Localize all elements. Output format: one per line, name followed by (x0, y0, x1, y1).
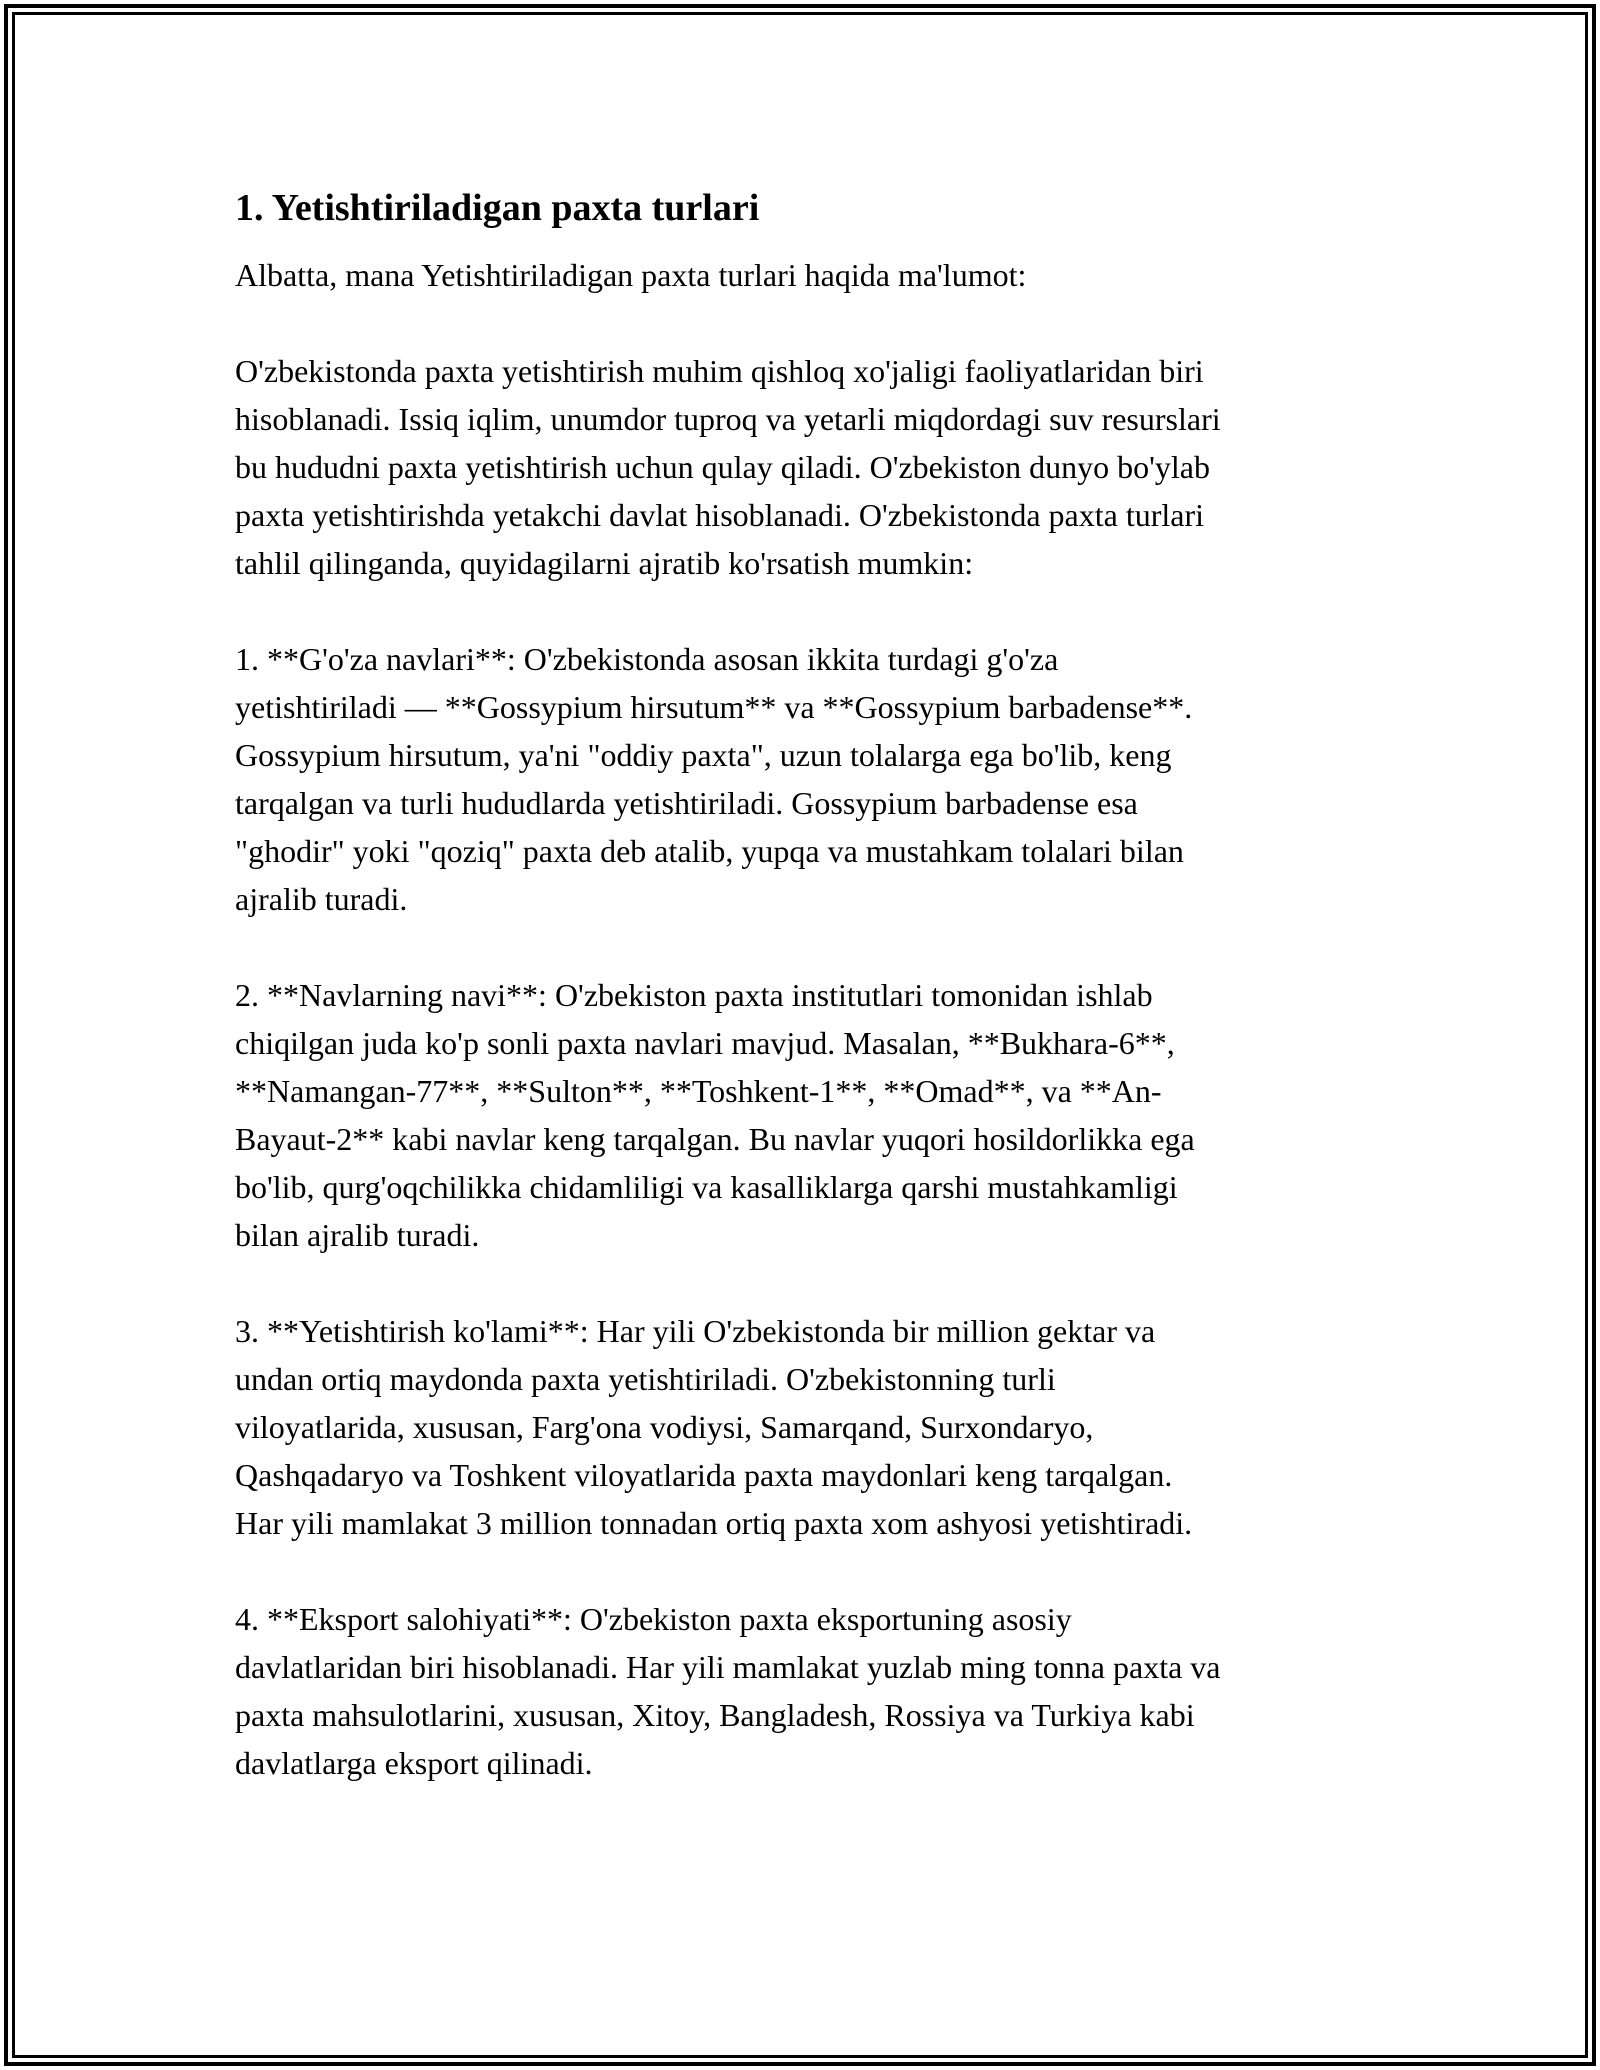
list-item-eksport-salohiyati: 4. **Eksport salohiyati**: O'zbekiston paxta eksportuning asosiy davlatlaridan biri hisoblanadi. Har yili mamlakat yuzlab ming tonna paxta va paxta mahsulotlarini, xususan, Xitoy, Bangladesh, Rossiya va Turkiya kabi davlatlarga eksport qilinadi. (235, 1601, 1221, 1781)
overview-paragraph: O'zbekistonda paxta yetishtirish muhim qishloq xo'jaligi faoliyatlaridan biri hisoblanadi. Issiq iqlim, unumdor tuproq va yetarli miqdordagi suv resurslari bu hududni paxta yetishtirish uchun qulay qiladi. O'zbekiston dunyo bo'ylab paxta yetishtirishda yetakchi davlat hisoblanadi. O'zbekistonda paxta turlari tahlil qilinganda, quyidagilarni ajratib ko'rsatish mumkin: (235, 353, 1221, 581)
section-title: 1. Yetishtiriladigan paxta turlari (235, 187, 760, 229)
list-item-goza-navlari: 1. **G'o'za navlari**: O'zbekistonda asosan ikkita turdagi g'o'za yetishtiriladi — **Gossypium hirsutum** va **Gossypium barbadense**. Gossypium hirsutum, ya'ni "oddiy paxta", uzun tolalarga ega bo'lib, keng tarqalgan va turli hududlarda yetishtiriladi. Gossypium barbadense esa "ghodir" yoki "qoziq" paxta deb atalib, yupqa va mustahkam tolalari bilan ajralib turadi. (235, 641, 1193, 917)
intro-paragraph: Albatta, mana Yetishtiriladigan paxta turlari haqida ma'lumot: (235, 257, 1027, 293)
document-body (235, 185, 1375, 1787)
list-item-yetishtirish-kolami: 3. **Yetishtirish ko'lami**: Har yili O'zbekistonda bir million gektar va undan ortiq maydonda paxta yetishtiriladi. O'zbekistonning turli viloyatlarida, xususan, Farg'ona vodiysi, Samarqand, Surxondaryo, Qashqadaryo va Toshkent viloyatlarida paxta maydonlari keng tarqalgan. Har yili mamlakat 3 million tonnadan ortiq paxta xom ashyosi yetishtiradi. (235, 1313, 1193, 1541)
list-item-navlarning-navi: 2. **Navlarning navi**: O'zbekiston paxta institutlari tomonidan ishlab chiqilgan juda ko'p sonli paxta navlari mavjud. Masalan, **Bukhara-6**, **Namangan-77**, **Sulton**, **Toshkent-1**, **Omad**, va **An- Bayaut-2** kabi navlar keng tarqalgan. Bu navlar yuqori hosildorlikka ega bo'lib, qurg'oqchilikka chidamliligi va kasalliklarga qarshi mustahkamligi bilan ajralib turadi. (235, 977, 1195, 1253)
